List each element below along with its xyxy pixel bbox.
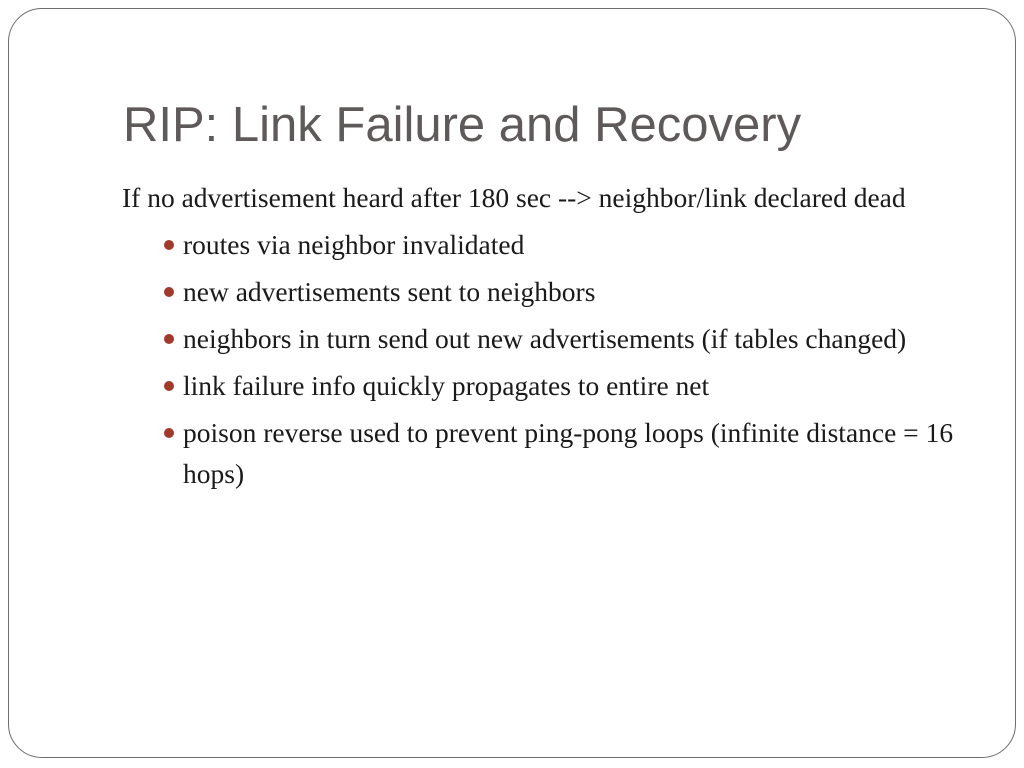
bullet-item	[122, 271, 962, 312]
bullet-item	[122, 318, 962, 359]
bullet-text: link failure info quickly propagates to entire net	[183, 370, 710, 401]
bullet-text: routes via neighbor invalidated	[183, 229, 525, 260]
bullet-dot-icon	[164, 287, 174, 297]
bullet-dot-icon	[164, 428, 174, 438]
bullet-text: neighbors in turn send out new advertisements (if tables changed)	[183, 323, 907, 354]
bullet-item	[122, 412, 962, 494]
bullet-text: poison reverse used to prevent ping-pong loops (infinite distance = 16 hops)	[183, 417, 954, 489]
slide-body	[122, 178, 962, 494]
bullet-item	[122, 365, 962, 406]
lead-paragraph: If no advertisement heard after 180 sec --> neighbor/link declared dead	[122, 182, 906, 213]
bullet-dot-icon	[164, 381, 174, 391]
bullet-dot-icon	[164, 240, 174, 250]
bullet-text: new advertisements sent to neighbors	[183, 276, 596, 307]
slide-frame	[8, 8, 1016, 758]
bullet-dot-icon	[164, 334, 174, 344]
slide-title: RIP: Link Failure and Recovery	[123, 98, 802, 152]
bullet-list	[122, 224, 962, 494]
bullet-item	[122, 224, 962, 265]
